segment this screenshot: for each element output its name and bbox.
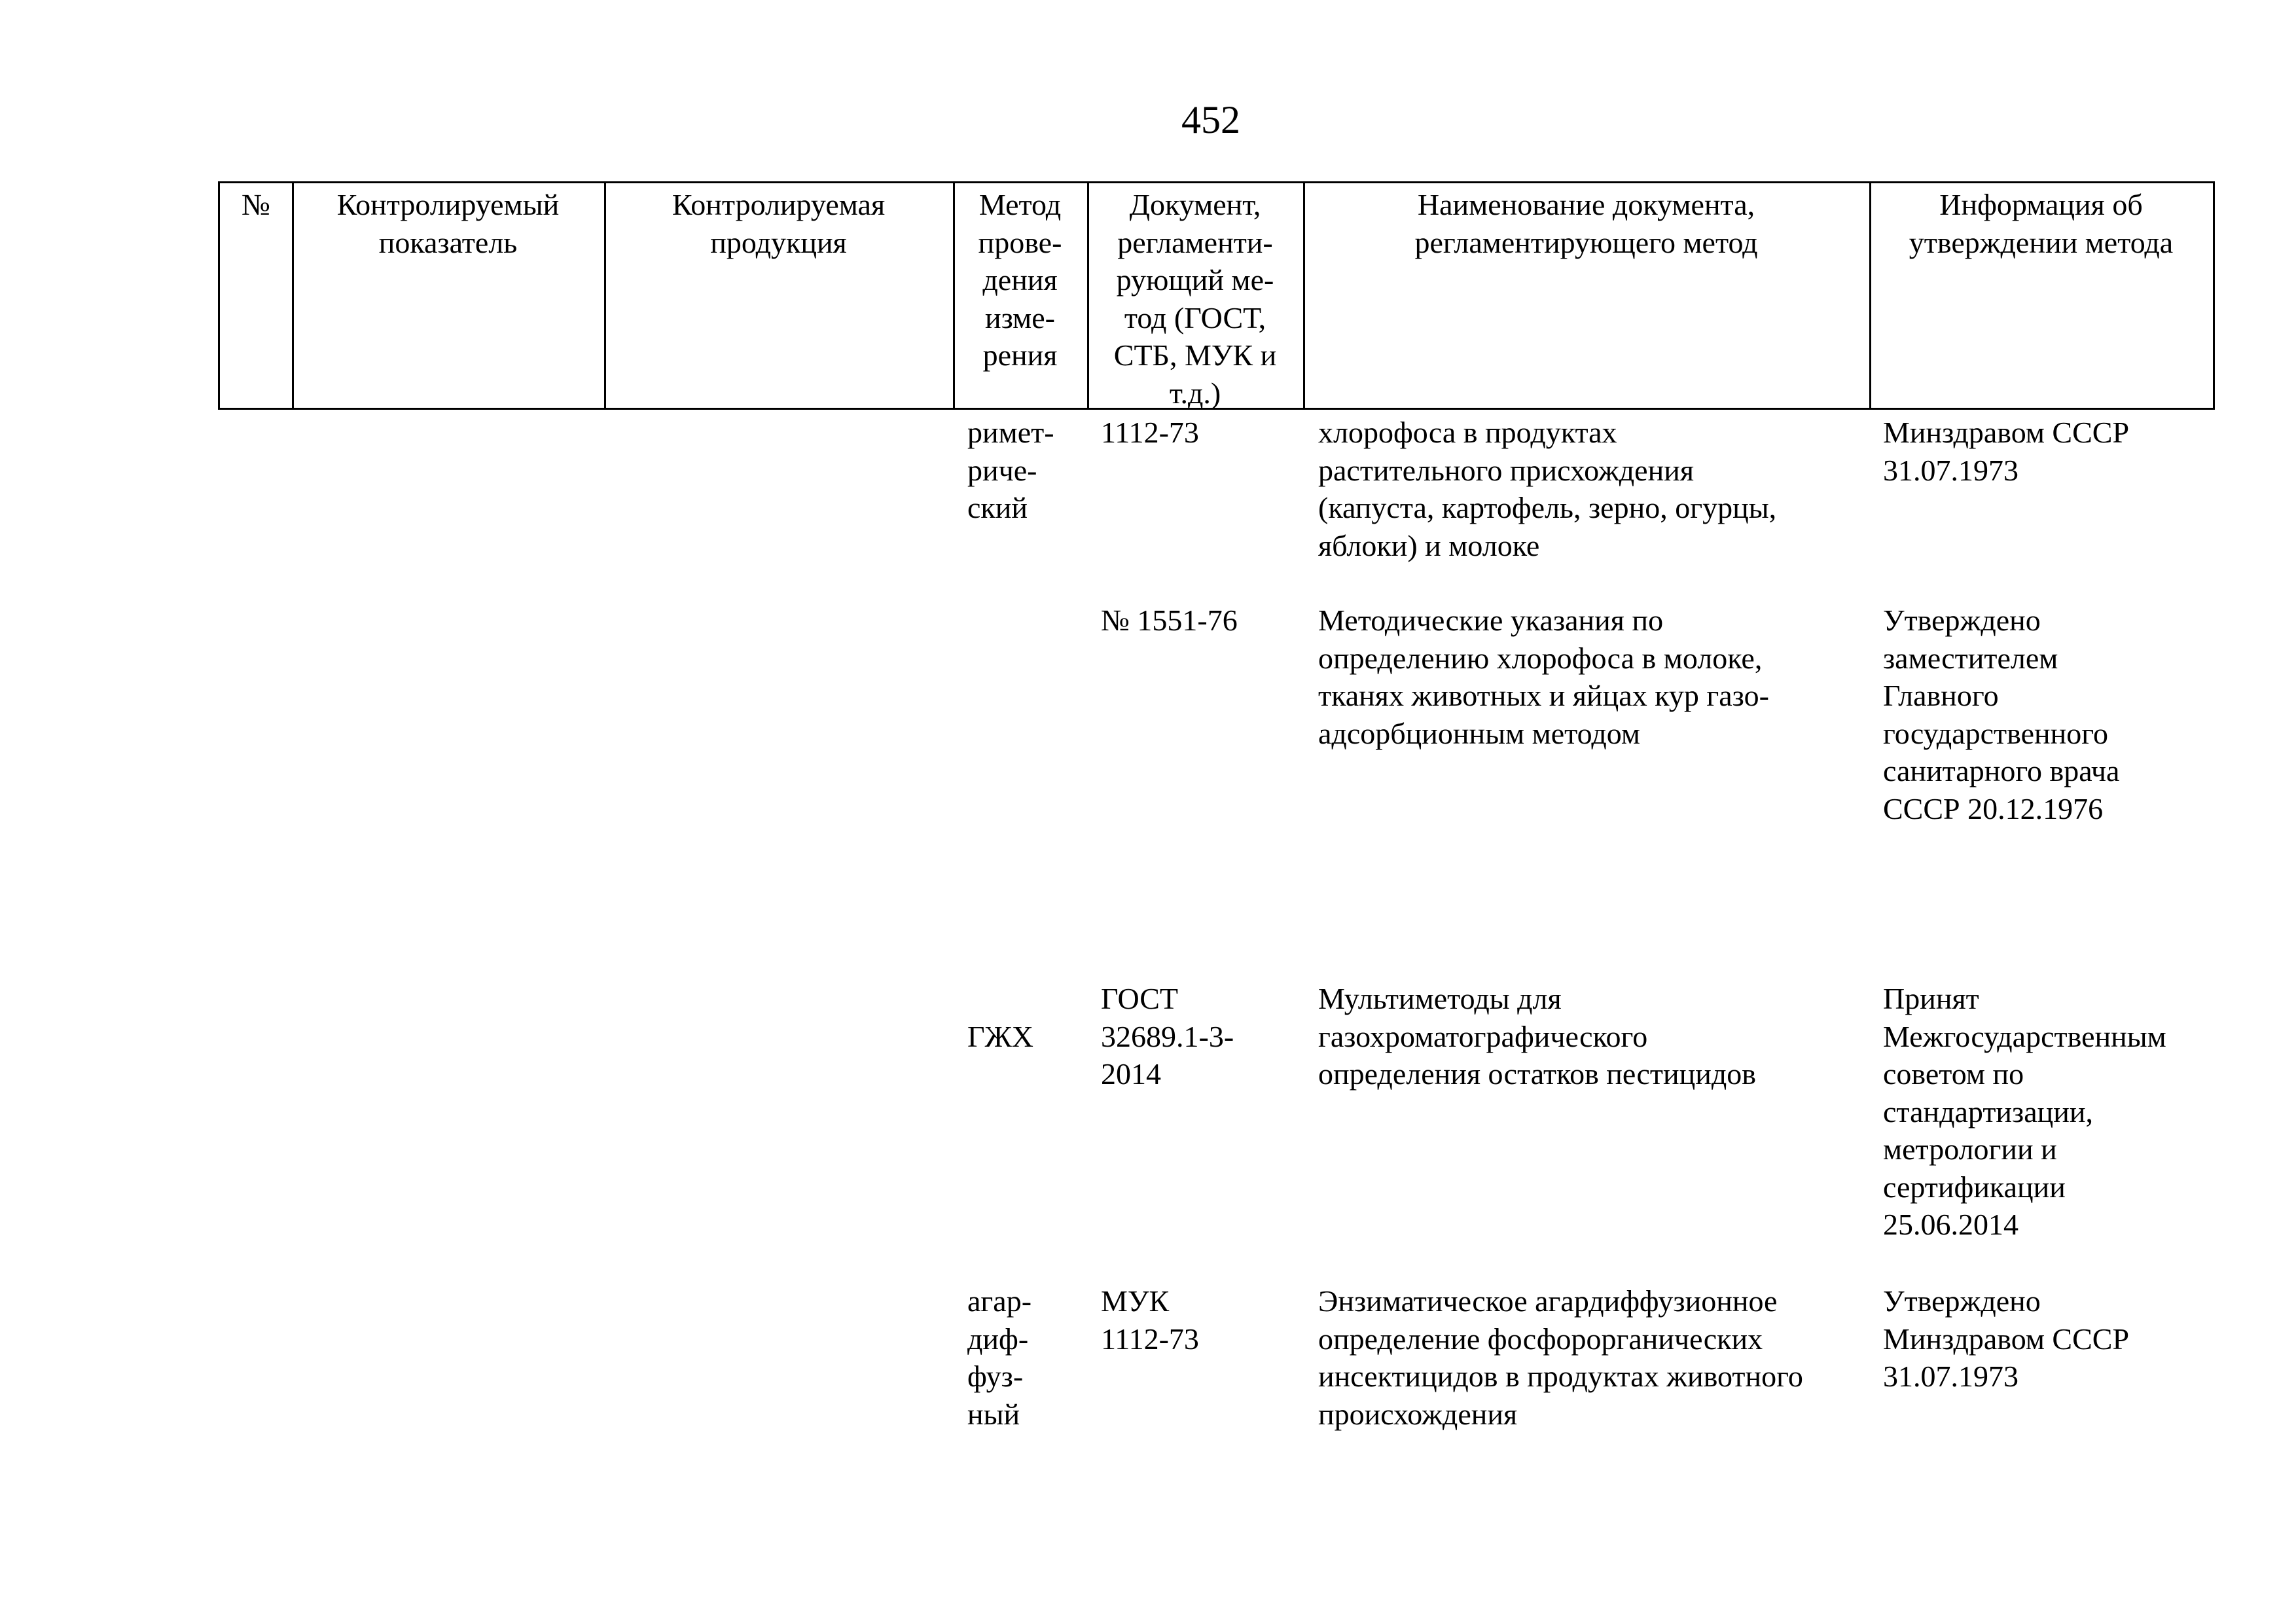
header-number: № (242, 188, 270, 221)
row-3-approval: Принят Межгосударственным советом по стандартизации, метрологии и сертификации 25.06.2014 (1883, 982, 2166, 1241)
row-2-approval: Утверждено заместителем Главного государственного санитарного врача СССР 20.12.1976 (1883, 604, 2120, 825)
page-number: 452 (1181, 98, 1240, 141)
header-indicator: Контролируемый показатель (336, 188, 560, 259)
row-2-document: № 1551-76 (1101, 604, 1238, 637)
row-3-method: ГЖХ (967, 1020, 1034, 1053)
row-1-document: 1112-73 (1101, 416, 1199, 449)
table-header (218, 181, 2215, 410)
row-1-approval: Минздравом СССР 31.07.1973 (1883, 416, 2130, 487)
header-method: Метод прове- дения изме- рения (978, 188, 1062, 372)
header-document: Документ, регламенти- рующий ме- тод (ГОСТ, СТБ, МУК и т.д.) (1113, 188, 1277, 410)
row-2-document-name: Методические указания по определению хлорофоса в молоке, тканях животных и яйцах кур газо- адсорбционным методом (1318, 604, 1769, 750)
row-4-method: агар- диф- фуз- ный (967, 1284, 1032, 1431)
row-4-approval: Утверждено Минздравом СССР 31.07.1973 (1883, 1284, 2130, 1393)
header-approval: Информация об утверждении метода (1909, 188, 2174, 259)
header-document-name: Наименование документа, регламентирующего метод (1414, 188, 1758, 259)
row-1-method: римет- риче- ский (967, 416, 1054, 524)
row-3-document-name: Мультиметоды для газохроматографического определения остатков пестицидов (1318, 982, 1756, 1091)
row-4-document: МУК 1112-73 (1101, 1284, 1199, 1356)
row-1-document-name: хлорофоса в продуктах растительного присхождения (капуста, картофель, зерно, огурцы, яблоки) и молоке (1318, 416, 1777, 562)
header-product: Контролируемая продукция (672, 188, 886, 259)
row-3-document: ГОСТ 32689.1-3- 2014 (1101, 982, 1234, 1091)
row-4-document-name: Энзиматическое агардиффузионное определение фосфорорганических инсектицидов в продуктах животного происхождения (1318, 1284, 1803, 1431)
